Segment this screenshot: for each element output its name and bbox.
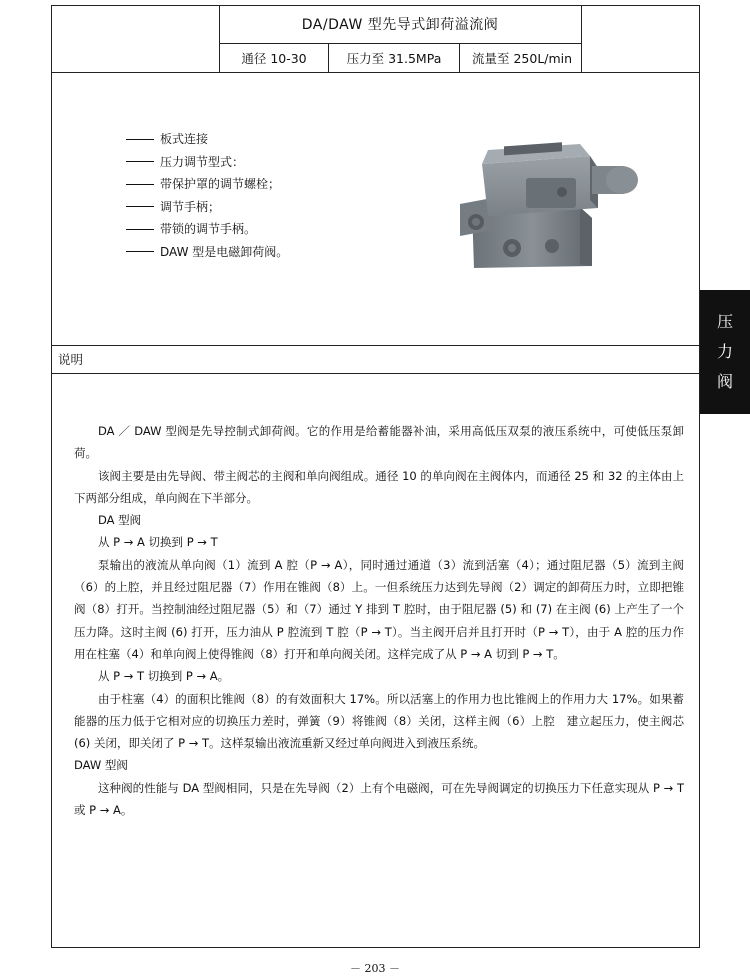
dash-icon [126,229,154,230]
paragraph: 泵输出的液流从单向阀（1）流到 A 腔（P → A），同时通过通道（3）流到活塞（4）；通过阻尼器（5）流到主阀（6）的上腔，并且经过阻尼器（7）作用在锥阀（8）上。一但系统压力达到先导阀（2）调定的卸荷压力时，立即把锥阀（8）打开。当控制油经过阻尼器（5）和（7）通过 Y 排到 T 腔时，由于阻尼器 (5) 和 (7) 在主阀 (6) 上产生了一个压力降。这时主阀 (6) 打开，压力油从 P 腔流到 T 腔（P → T）。当主阀开启并且打开时（P → T），由于 A 腔的压力作用在柱塞（4）和单向阀上使得锥阀（8）打开和单向阀关闭。这样完成了从 P → A 切到 P → T。 [74,557,684,661]
paragraph: DA ／ DAW 型阀是先导控制式卸荷阀。它的作用是给蓄能器补油，采用高低压双泵的液压系统中，可使低压泵卸荷。 [74,424,684,461]
paragraph: 由于柱塞（4）的面积比锥阀（8）的有效面积大 17%。所以活塞上的作用力也比锥阀上的作用力大 17%。如果蓄能器的压力低于它相对应的切换压力差时，弹簧（9）将锥阀（8）关闭，这样主阀（6）上腔 建立起压力，使主阀芯 (6) 关闭，即关闭了 P → T。这样泵输出液流重新又经过单向阀进入到液压系统。 [74,691,684,751]
feature-list [126,128,288,263]
spec-pressure: 压力至 31.5MPa [346,51,442,66]
list-item: 带保护罩的调节螺栓； [126,173,288,196]
valve-photo [452,138,642,270]
section-label: 说明 [58,352,84,367]
header-divider-right [581,5,582,72]
list-item: 调节手柄； [126,196,288,219]
dash-icon [126,139,154,140]
label-top-rule [51,345,699,346]
list-item: 板式连接 [126,128,288,151]
side-tab-pressure-valve: 压 力 阀 [700,290,750,414]
subheading: DAW 型阀 [74,758,128,773]
header-bottom-rule [51,72,699,73]
dash-icon [126,161,154,162]
dash-icon [126,184,154,185]
list-item: DAW 型是电磁卸荷阀。 [126,241,288,264]
dash-icon [126,251,154,252]
subheading: DA 型阀 [98,513,142,528]
list-item: 带锁的调节手柄。 [126,218,288,241]
spec-diameter: 通径 10-30 [241,51,307,66]
page-number: － 203 － [350,962,400,975]
paragraph: 这种阀的性能与 DA 型阀相同，只是在先导阀（2）上有个电磁阀，可在先导阀调定的切换压力下任意实现从 P → T 或 P → A。 [74,780,684,818]
subheading: 从 P → T 切换到 P → A。 [98,669,230,684]
page-title: DA/DAW 型先导式卸荷溢流阀 [301,16,499,33]
paragraph: 该阀主要是由先导阀、带主阀芯的主阀和单向阀组成。通径 10 的单向阀在主阀体内，而通径 25 和 32 的主体由上下两部分组成，单向阀在下半部分。 [74,468,684,505]
description-body [74,420,684,821]
list-item: 压力调节型式： [126,151,288,174]
spec-flow: 流量至 250L/min [472,51,573,66]
label-bottom-rule [51,373,699,374]
subheading: 从 P → A 切换到 P → T [98,535,218,550]
dash-icon [126,206,154,207]
